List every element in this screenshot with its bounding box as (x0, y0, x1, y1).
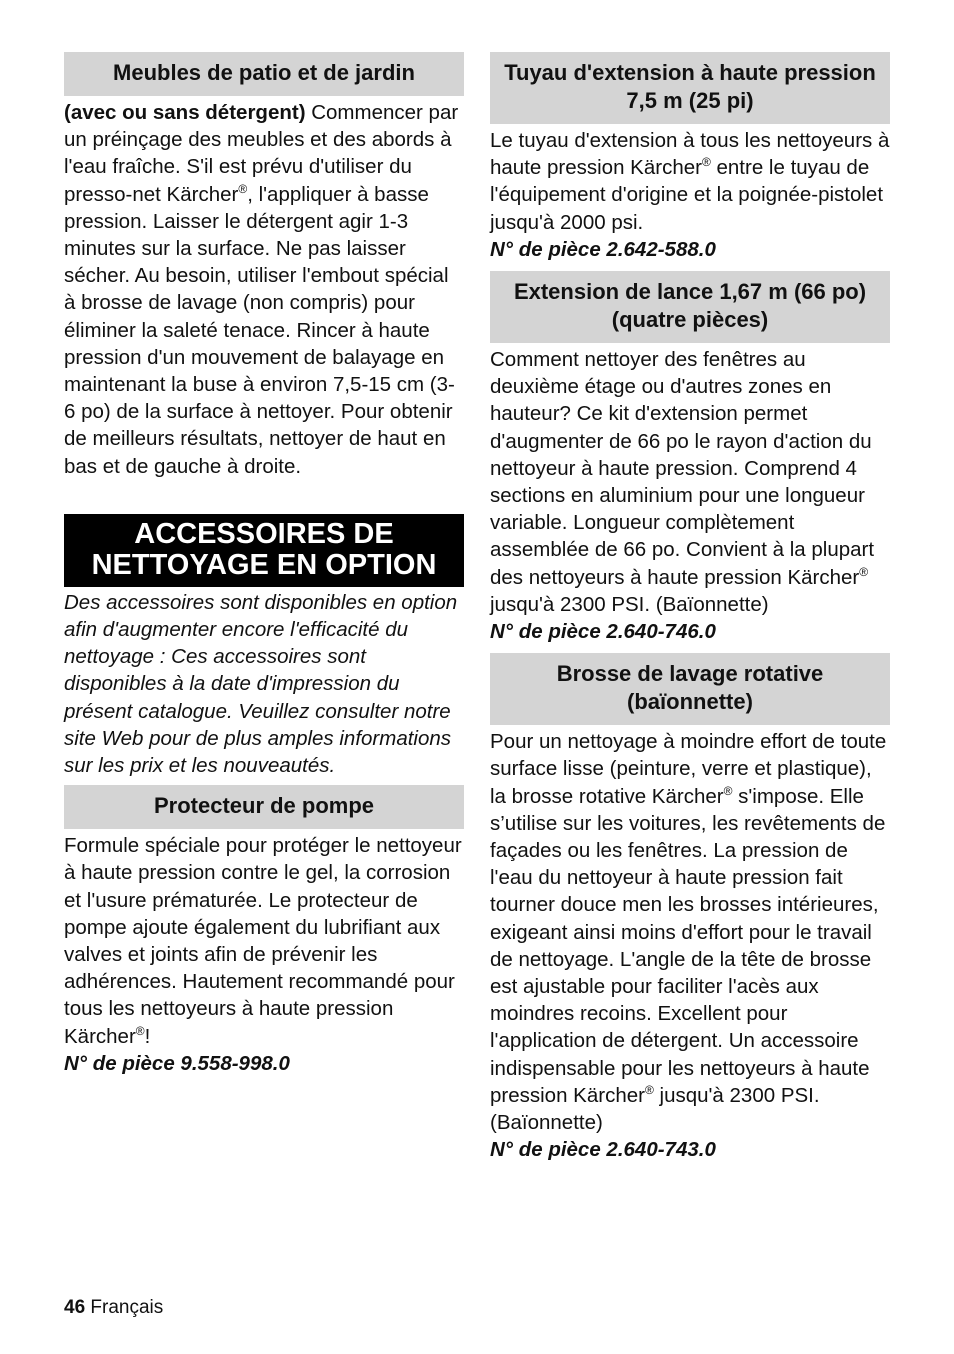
extension-hose-text (490, 124, 890, 236)
extension-hose-heading: Tuyau d'extension à haute pression 7,5 m (25 pi) (490, 52, 890, 124)
pump-protector-part-number: N° de pièce 9.558-998.0 (64, 1051, 290, 1075)
footer-language: Français (90, 1297, 164, 1318)
lance-text-part-a: Comment nettoyer des fenêtres au deuxième étage ou d'autres zones en hauteur? Ce kit d'extension permet d'augmenter de 66 po le rayon d'action du nettoyeur à haute pression. Comprend 4 sections en aluminium pour une longueur variable. Longueur complètement assemblée de 66 po. Convient à la plupart des nettoyeurs à haute pression Kärcher (490, 348, 875, 589)
page-footer (64, 1296, 163, 1320)
pump-text-part-a: Formule spéciale pour protéger le nettoyeur à haute pression contre le gel, la corrosion et l'usure prématurée. Le protecteur de pompe ajoute également du lubrifiant aux valves et joints afin de prévenir les adhérences. Hautement recommandé pour tous les nettoyeurs à haute pression Kärcher (64, 834, 462, 1048)
rotating-brush-part-number: N° de pièce 2.640-743.0 (490, 1138, 716, 1162)
registered-mark: ® (859, 564, 869, 579)
right-column (490, 52, 890, 1164)
accessories-intro (64, 587, 464, 779)
brush-text-part-c: jusqu'à 2300 PSI. (Baïonnette) (490, 1083, 820, 1135)
rotating-brush-text (490, 725, 890, 1136)
registered-mark: ® (238, 181, 248, 196)
hose-text-part-b: entre le tuyau de l'équipement d'origine et la poignée-pistolet jusqu'à 2000 psi. (490, 156, 884, 234)
banner-line-2: NETTOYAGE EN OPTION (91, 548, 437, 581)
left-column (64, 52, 464, 1077)
hose-text-part-a: Le tuyau d'extension à tous les nettoyeurs à haute pression Kärcher (490, 129, 890, 180)
lance-extension-part-number: N° de pièce 2.640-746.0 (490, 620, 716, 644)
registered-mark: ® (701, 155, 711, 170)
pump-protector-heading: Protecteur de pompe (64, 785, 464, 829)
patio-text-part-b: , l'appliquer à basse pression. Laisser le détergent agir 1-3 minutes sur la surface. Ne pas laisser sécher. Au besoin, utiliser l'embout spécial à brosse de lavage (non compris) pour éliminer la saleté tenace. Rincer à haute pression d'un mouvement de balayage en maintenant la buse à environ 7,5-15 cm (3-6 po) de la surface à nettoyer. Pour obtenir de meilleurs résultats, nettoyer de haut en bas et de gauche à droite. (64, 182, 455, 478)
pump-text-part-b: ! (144, 1024, 151, 1048)
registered-mark: ® (644, 1082, 654, 1097)
extension-hose-part-number: N° de pièce 2.642-588.0 (490, 237, 716, 261)
patio-lead-text: (avec ou sans détergent) (64, 101, 306, 124)
rotating-brush-heading: Brosse de lavage rotative (baïonnette) (490, 653, 890, 725)
lance-extension-text (490, 343, 890, 618)
accessories-intro-text: Des accessoires sont disponibles en option afin d'augmenter encore l'efficacité du nettoyage : Ces accessoires sont disponibles à la date d'impression du présent catalogue. Veuillez consulter notre site Web pour de plus amples informations sur les prix et les nouveautés. (64, 590, 458, 778)
page-number: 46 (64, 1297, 86, 1318)
optional-accessories-banner (64, 514, 464, 587)
brush-text-part-a: Pour un nettoyage à moindre effort de toute surface lisse (peinture, verre et plastique), la brosse rotative Kärcher (490, 730, 887, 808)
lance-extension-heading: Extension de lance 1,67 m (66 po) (quatre pièces) (490, 271, 890, 343)
brush-text-part-b: s'impose. Elle s’utilise sur les voitures, les revêtements de façades ou les fenêtres. La pression de l'eau du nettoyeur à haute pression fait tourner douce men les brosses intérieures, exigeant ainsi moins d'effort pour le travail de nettoyage. L'angle de la tête de brosse est ajustable pour faciliter l'acès aux moindres recoins. Excellent pour l'application de détergent. Un accessoire indispensable pour les nettoyeurs à haute pression Kärcher (490, 784, 886, 1107)
lance-text-part-b: jusqu'à 2300 PSI. (Baïonnette) (490, 592, 769, 616)
patio-furniture-text (64, 96, 464, 480)
pump-protector-text (64, 829, 464, 1050)
registered-mark: ® (723, 783, 733, 798)
patio-text-part-a: Commencer par un préinçage des meubles et des abords à l'eau fraîche. S'il est prévu d'utiliser du presso-net Kärcher (64, 101, 459, 206)
registered-mark: ® (135, 1023, 145, 1038)
banner-line-1: ACCESSOIRES DE (134, 517, 394, 550)
patio-furniture-heading: Meubles de patio et de jardin (64, 52, 464, 96)
